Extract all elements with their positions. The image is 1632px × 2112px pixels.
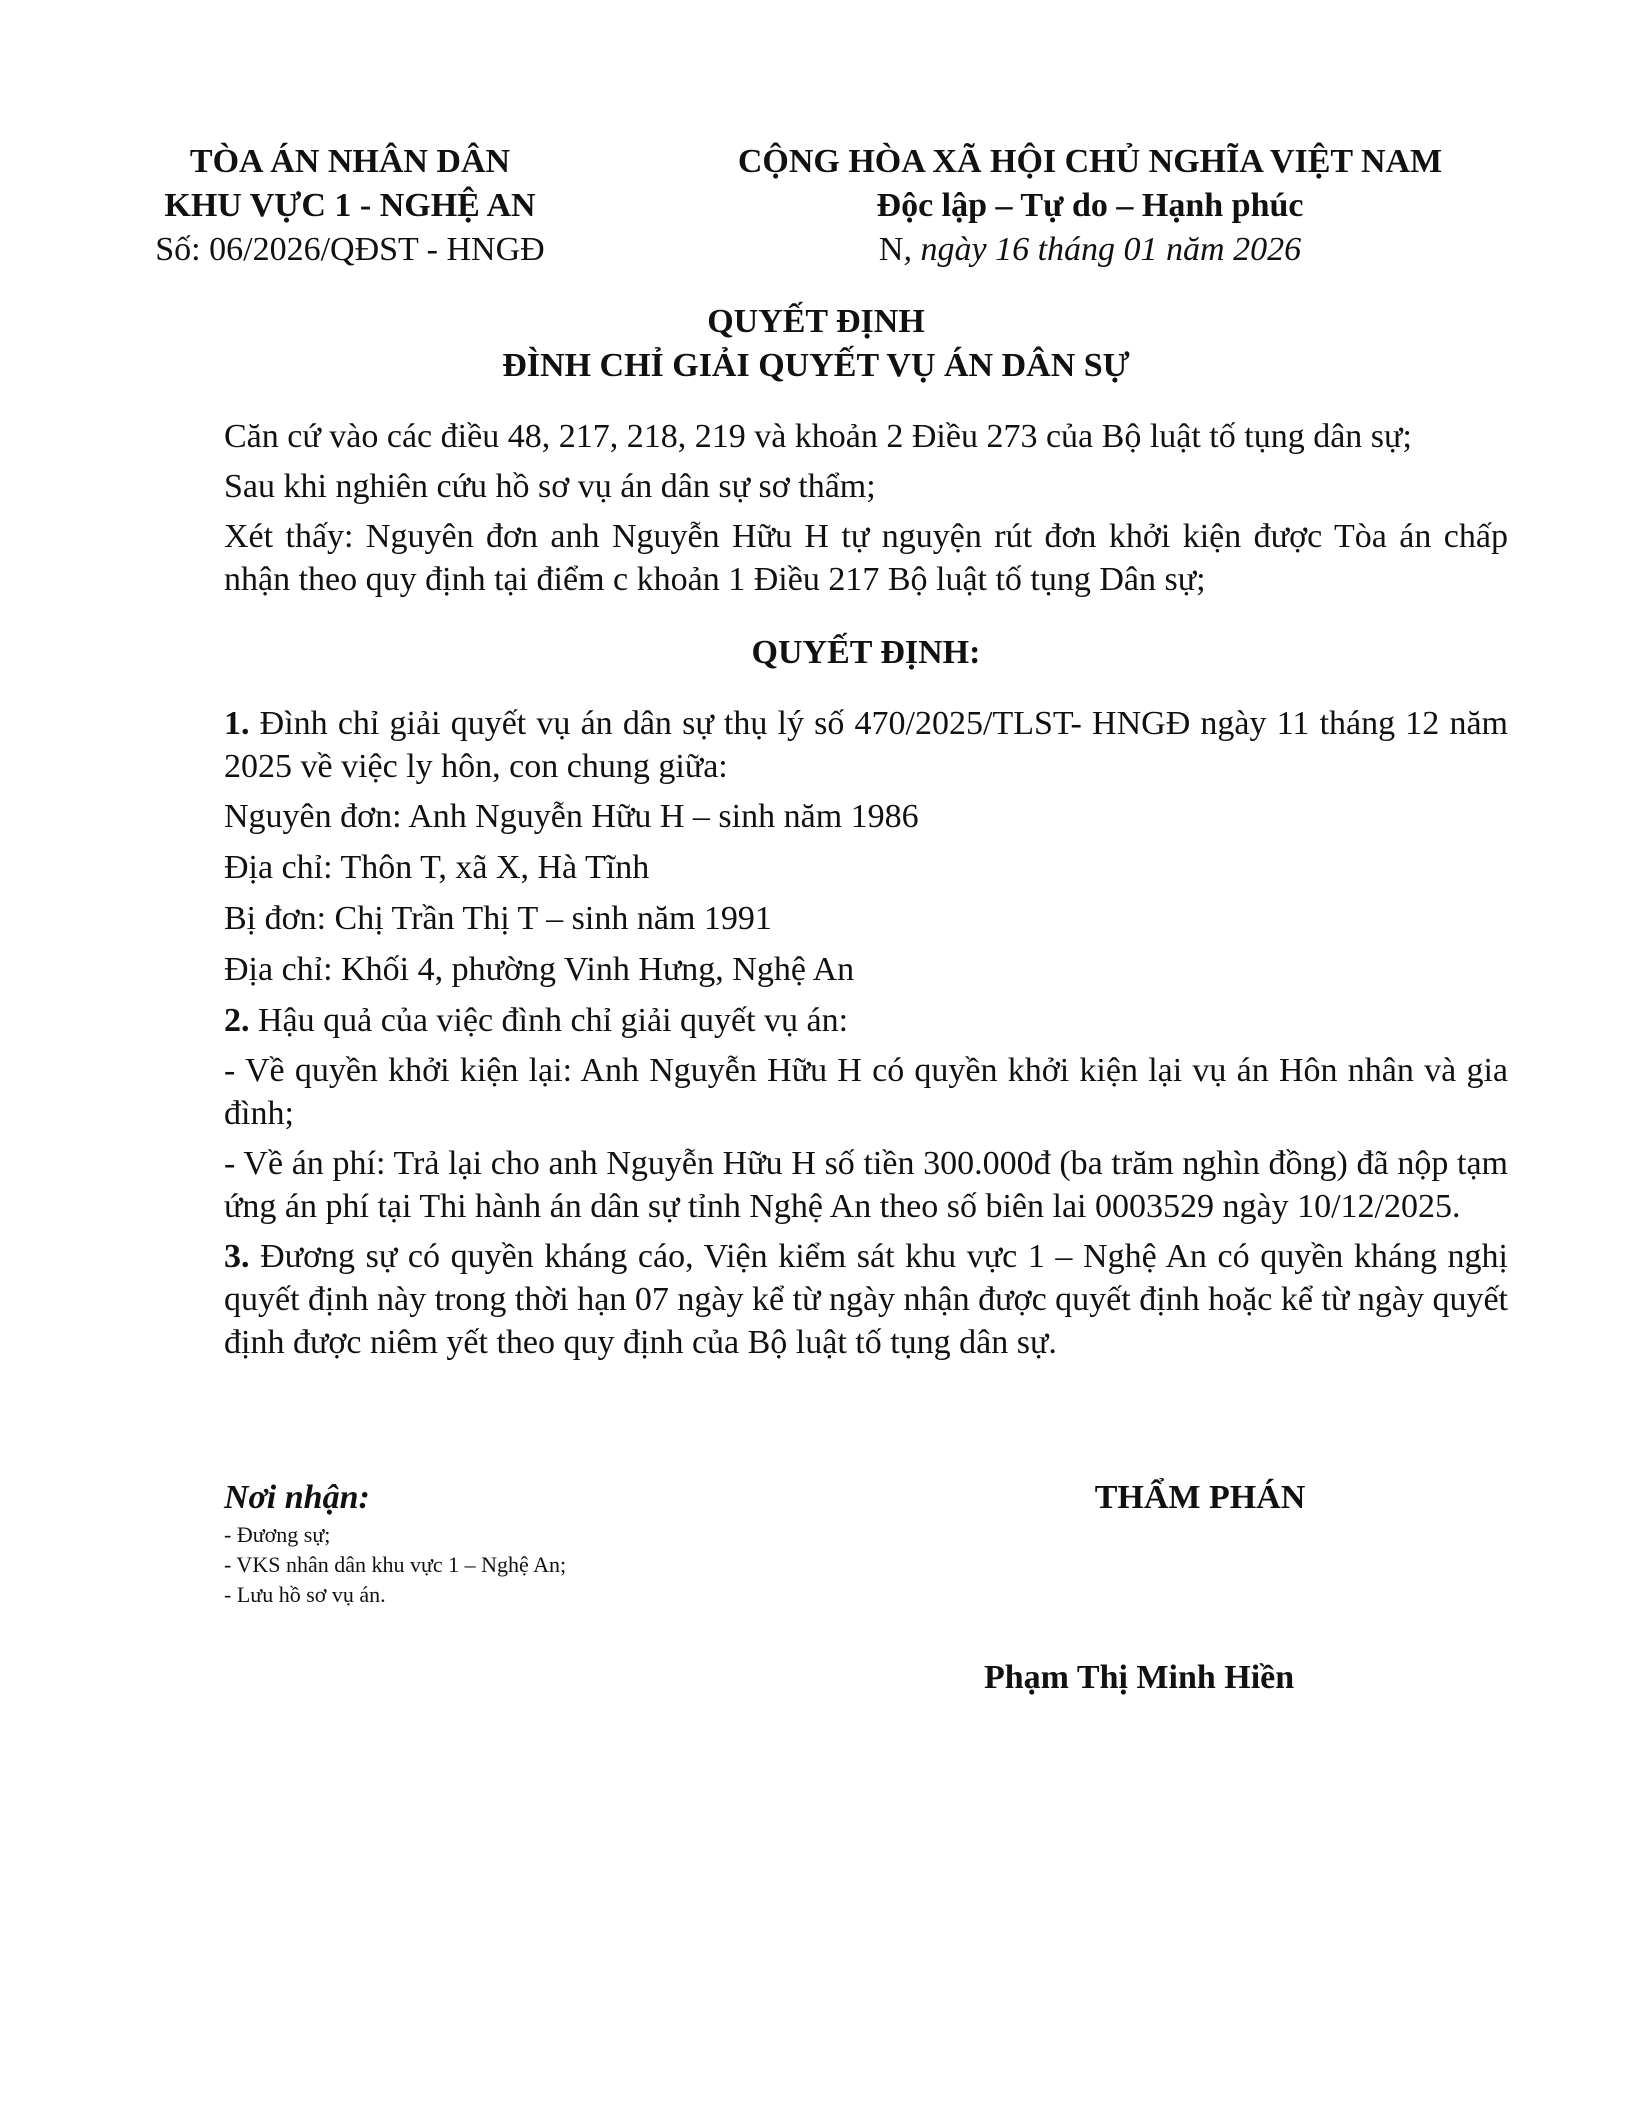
item-2-text: Hậu quả của việc đình chỉ giải quyết vụ án: — [249, 1002, 849, 1039]
recipients-title: Nơi nhận: — [224, 1479, 370, 1516]
national-title: CỘNG HÒA XÃ HỘI CHỦ NGHĨA VIỆT NAM — [737, 143, 1443, 180]
plaintiff: Nguyên đơn: Anh Nguyễn Hữu H – sinh năm 1986 — [224, 798, 919, 835]
place-date — [700, 228, 1480, 272]
preamble-finding: Xét thấy: Nguyên đơn anh Nguyễn Hữu H tự nguyện rút đơn khởi kiện được Tòa án chấp nhận theo quy định tại điểm c khoản 1 Điều 217 Bộ luật tố tụng Dân sự; — [224, 518, 1508, 598]
national-motto: Độc lập – Tự do – Hạnh phúc — [876, 187, 1304, 224]
recipient-item: - Đương sự; — [224, 1522, 331, 1547]
court-header — [110, 140, 590, 272]
item-2-number: 2. — [224, 1002, 250, 1039]
decision-item-1 — [224, 702, 1508, 788]
court-name: TÒA ÁN NHÂN DÂN — [189, 143, 511, 180]
defendant-address: Địa chỉ: Khối 4, phường Vinh Hưng, Nghệ An — [224, 951, 855, 988]
title-line-1: QUYẾT ĐỊNH — [707, 303, 925, 340]
document-title — [0, 300, 1632, 388]
item-3-number: 3. — [224, 1238, 250, 1275]
document-body — [224, 415, 1508, 1371]
title-line-2: ĐÌNH CHỈ GIẢI QUYẾT VỤ ÁN DÂN SỰ — [502, 347, 1130, 384]
item-2-rights: - Về quyền khởi kiện lại: Anh Nguyễn Hữu H có quyền khởi kiện lại vụ án Hôn nhân và gia đình; — [224, 1052, 1508, 1132]
national-header — [700, 140, 1480, 272]
document-number: Số: 06/2026/QĐST - HNGĐ — [155, 231, 545, 268]
decision-item-3 — [224, 1235, 1508, 1364]
recipient-item: - VKS nhân dân khu vực 1 – Nghệ An; — [224, 1552, 567, 1577]
item-1-number: 1. — [224, 705, 250, 742]
date: , ngày 16 tháng 01 năm 2026 — [903, 231, 1302, 268]
item-2-court-fee: - Về án phí: Trả lại cho anh Nguyễn Hữu H số tiền 300.000đ (ba trăm nghìn đồng) đã nộp tạm ứng án phí tại Thi hành án dân sự tỉnh Nghệ An theo số biên lai 0003529 ngày 10/12/2025. — [224, 1145, 1508, 1225]
recipients — [224, 1476, 824, 1610]
recipient-item: - Lưu hồ sơ vụ án. — [224, 1582, 386, 1607]
plaintiff-address: Địa chỉ: Thôn T, xã X, Hà Tĩnh — [224, 849, 650, 886]
preamble-legal-basis: Căn cứ vào các điều 48, 217, 218, 219 và khoản 2 Điều 273 của Bộ luật tố tụng dân sự; — [224, 418, 1412, 455]
defendant: Bị đơn: Chị Trần Thị T – sinh năm 1991 — [224, 900, 772, 937]
decision-heading: QUYẾT ĐỊNH: — [751, 634, 981, 671]
item-3-text: Đương sự có quyền kháng cáo, Viện kiểm sát khu vực 1 – Nghệ An có quyền kháng nghị quyết định này trong thời hạn 07 ngày kể từ ngày nhận được quyết định hoặc kể từ ngày quyết định được niêm yết theo quy định của Bộ luật tố tụng dân sự. — [224, 1238, 1508, 1361]
signature-name: Phạm Thị Minh Hiền — [984, 1659, 1295, 1696]
signature-role: THẨM PHÁN — [1094, 1479, 1306, 1516]
item-1-text: Đình chỉ giải quyết vụ án dân sự thụ lý số 470/2025/TLST- HNGĐ ngày 11 tháng 12 năm 2025 về việc ly hôn, con chung giữa: — [224, 705, 1508, 785]
preamble-review: Sau khi nghiên cứu hồ sơ vụ án dân sự sơ thẩm; — [224, 468, 876, 505]
decision-item-2 — [224, 999, 1508, 1042]
court-region: KHU VỰC 1 - NGHỆ AN — [164, 187, 536, 224]
place: N — [878, 231, 904, 268]
